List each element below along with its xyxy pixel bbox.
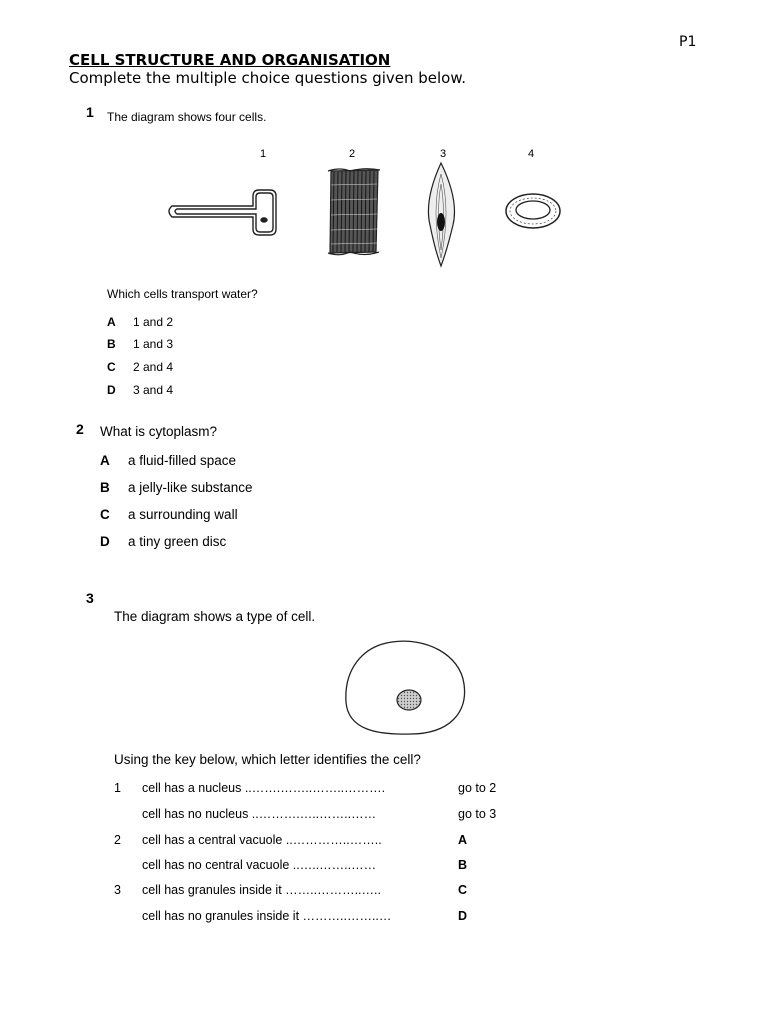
answer-option-a[interactable] — [100, 453, 237, 468]
key-result: C — [458, 883, 468, 897]
key-step-number: 2 — [114, 833, 121, 847]
key-result: go to 3 — [458, 807, 497, 821]
key-step-number: 3 — [114, 883, 121, 897]
answer-option-c[interactable] — [107, 360, 174, 374]
option-letter: C — [100, 507, 110, 522]
option-letter: B — [107, 337, 116, 351]
option-text: a jelly-like substance — [128, 480, 253, 495]
option-letter: A — [100, 453, 110, 468]
option-text: 3 and 4 — [133, 383, 174, 397]
answer-option-b[interactable] — [107, 337, 174, 351]
option-letter: B — [100, 480, 110, 495]
option-text: 2 and 4 — [133, 360, 174, 374]
document-instructions: Complete the multiple choice questions given below. — [69, 69, 467, 87]
cell-membrane-drawing — [346, 641, 465, 734]
answer-option-c[interactable] — [100, 507, 238, 522]
question-text: What is cytoplasm? — [100, 424, 218, 439]
question-number: 2 — [76, 421, 84, 437]
key-statement: cell has no granules inside it ………..……..… — [142, 909, 392, 923]
cell-label-2: 2 — [348, 148, 356, 160]
option-letter: D — [100, 534, 110, 549]
question-stem: The diagram shows four cells. — [107, 110, 267, 124]
key-statement: cell has granules inside it ……..………..….. — [142, 883, 381, 897]
option-text: a fluid-filled space — [128, 453, 237, 468]
answer-option-d[interactable] — [100, 534, 227, 549]
option-text: a surrounding wall — [128, 507, 238, 522]
option-text: a tiny green disc — [128, 534, 227, 549]
spindle-cell-drawing — [428, 163, 454, 266]
key-step-number: 1 — [114, 781, 121, 795]
red-blood-cell-drawing — [506, 194, 560, 228]
key-result: B — [458, 858, 468, 872]
question-text: Which cells transport water? — [107, 287, 258, 301]
option-letter: A — [107, 315, 116, 329]
four-cells-diagram — [150, 140, 590, 270]
option-text: 1 and 3 — [133, 337, 174, 351]
question-number: 1 — [86, 104, 94, 120]
key-statement: cell has a central vacuole ..…………..…….. — [142, 833, 382, 847]
key-result: go to 2 — [458, 781, 497, 795]
question-number: 3 — [86, 590, 94, 606]
option-letter: D — [107, 383, 116, 397]
cell-diagram — [340, 634, 472, 740]
option-letter: C — [107, 360, 116, 374]
cell-label-3: 3 — [439, 148, 447, 160]
answer-option-a[interactable] — [107, 315, 174, 329]
option-text: 1 and 2 — [133, 315, 174, 329]
key-result: A — [458, 833, 468, 847]
question-stem: The diagram shows a type of cell. — [114, 609, 316, 624]
answer-option-b[interactable] — [100, 480, 253, 495]
key-statement: cell has no nucleus ..……….…..……..…… — [142, 807, 377, 821]
xylem-vessel-drawing — [328, 169, 380, 255]
key-row — [114, 781, 386, 795]
document-title: CELL STRUCTURE AND ORGANISATION — [69, 51, 391, 69]
question-text: Using the key below, which letter identifies the cell? — [114, 752, 421, 767]
page-number: P1 — [679, 34, 697, 50]
key-statement: cell has a nucleus ..…….……..……..………. — [142, 781, 386, 795]
answer-option-d[interactable] — [107, 383, 174, 397]
key-statement: cell has no central vacuole ..…..……..…… — [142, 858, 377, 872]
nucleus-drawing — [397, 690, 421, 710]
key-row — [114, 883, 381, 897]
cell-label-1: 1 — [259, 148, 267, 160]
root-hair-cell-drawing — [169, 190, 276, 235]
cell-label-4: 4 — [527, 148, 535, 160]
key-row — [114, 833, 382, 847]
key-result: D — [458, 909, 468, 923]
